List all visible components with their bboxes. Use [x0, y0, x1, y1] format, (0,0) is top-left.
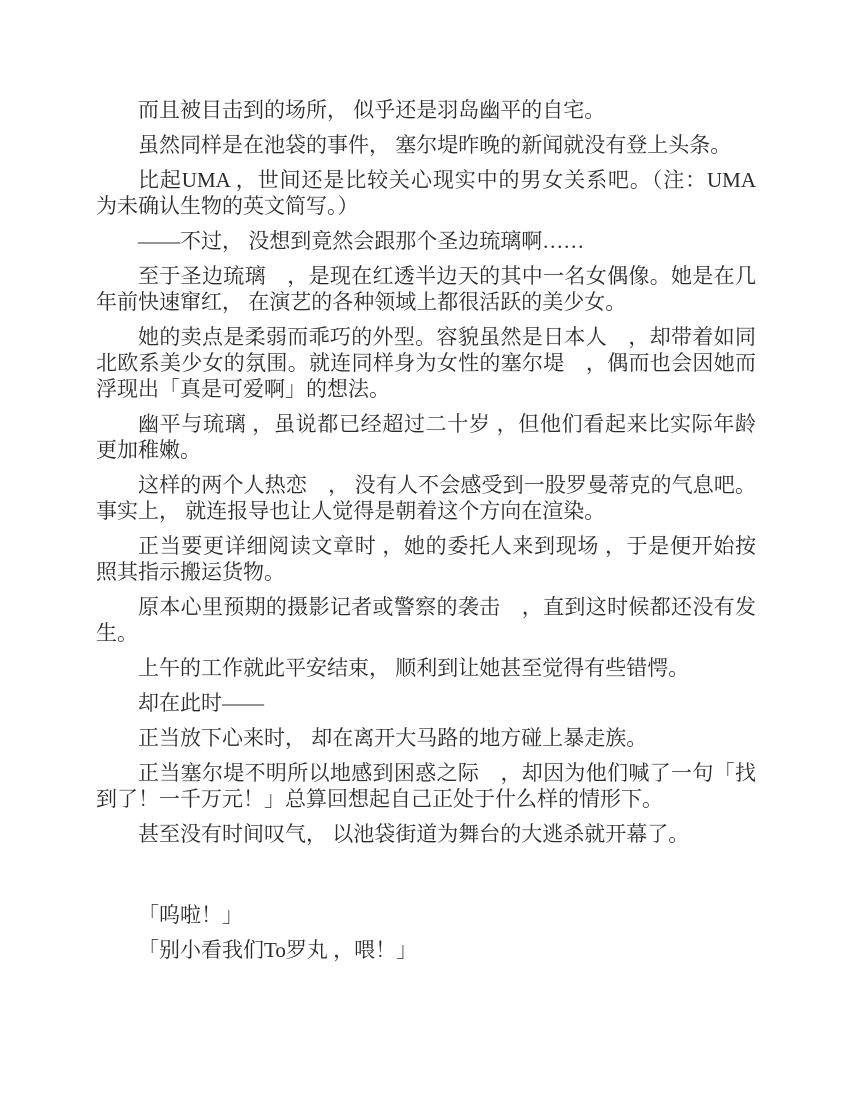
paragraph: 却在此时—— [138, 691, 264, 715]
paragraph: 这样的两个人热恋 ， 没有人不会感受到一股罗曼蒂克的气息吧。事实上， 就连报导也让人觉得是朝着这个方向在渲染。 [96, 473, 756, 523]
paragraph: 甚至没有时间叹气， 以池袋街道为舞台的大逃杀就开幕了。 [138, 822, 690, 846]
dialogue-paragraph: 「别小看我们To罗丸 ，喂！」 [138, 938, 418, 962]
paragraph: 原本心里预期的摄影记者或警察的袭击 ，直到这时候都还没有发生。 [96, 595, 756, 645]
paragraph: 而且被目击到的场所， 似乎还是羽岛幽平的自宅。 [138, 98, 606, 122]
paragraph: 虽然同样是在池袋的事件， 塞尔堤昨晚的新闻就没有登上头条。 [138, 133, 732, 157]
paragraph: 她的卖点是柔弱而乖巧的外型。容貌虽然是日本人 ，却带着如同北欧系美少女的氛围。就连同样身为女性的塞尔堤 ，偶而也会因她而浮现出「真是可爱啊」的想法。 [96, 325, 756, 401]
paragraph: 幽平与琉璃 ，虽说都已经超过二十岁 ，但他们看起来比实际年龄更加稚嫩。 [96, 412, 756, 462]
paragraph: 正当塞尔堤不明所以地感到困惑之际 ，却因为他们喊了一句「找到了！一千万元！」总算回想起自己正处于什么样的情形下。 [96, 761, 756, 811]
paragraph: 正当放下心来时， 却在离开大马路的地方碰上暴走族。 [138, 726, 648, 750]
text-content [96, 97, 756, 963]
paragraph: ——不过， 没想到竟然会跟那个圣边琉璃啊…… [138, 229, 585, 253]
paragraph: 比起UMA ，世间还是比较关心现实中的男女关系吧。（注：UMA 为未确认生物的英文简写。） [96, 168, 756, 218]
paragraph: 正当要更详细阅读文章时 ，她的委托人来到现场 ，于是便开始按照其指示搬运货物。 [96, 534, 756, 584]
dialogue-paragraph: 「呜啦！」 [138, 903, 243, 927]
scene-break [96, 856, 756, 902]
paragraph: 上午的工作就此平安结束， 顺利到让她甚至觉得有些错愕。 [138, 656, 690, 680]
paragraph: 至于圣边琉璃 ，是现在红透半边天的其中一名女偶像。她是在几年前快速窜红， 在演艺的各种领域上都很活跃的美少女。 [96, 264, 756, 314]
